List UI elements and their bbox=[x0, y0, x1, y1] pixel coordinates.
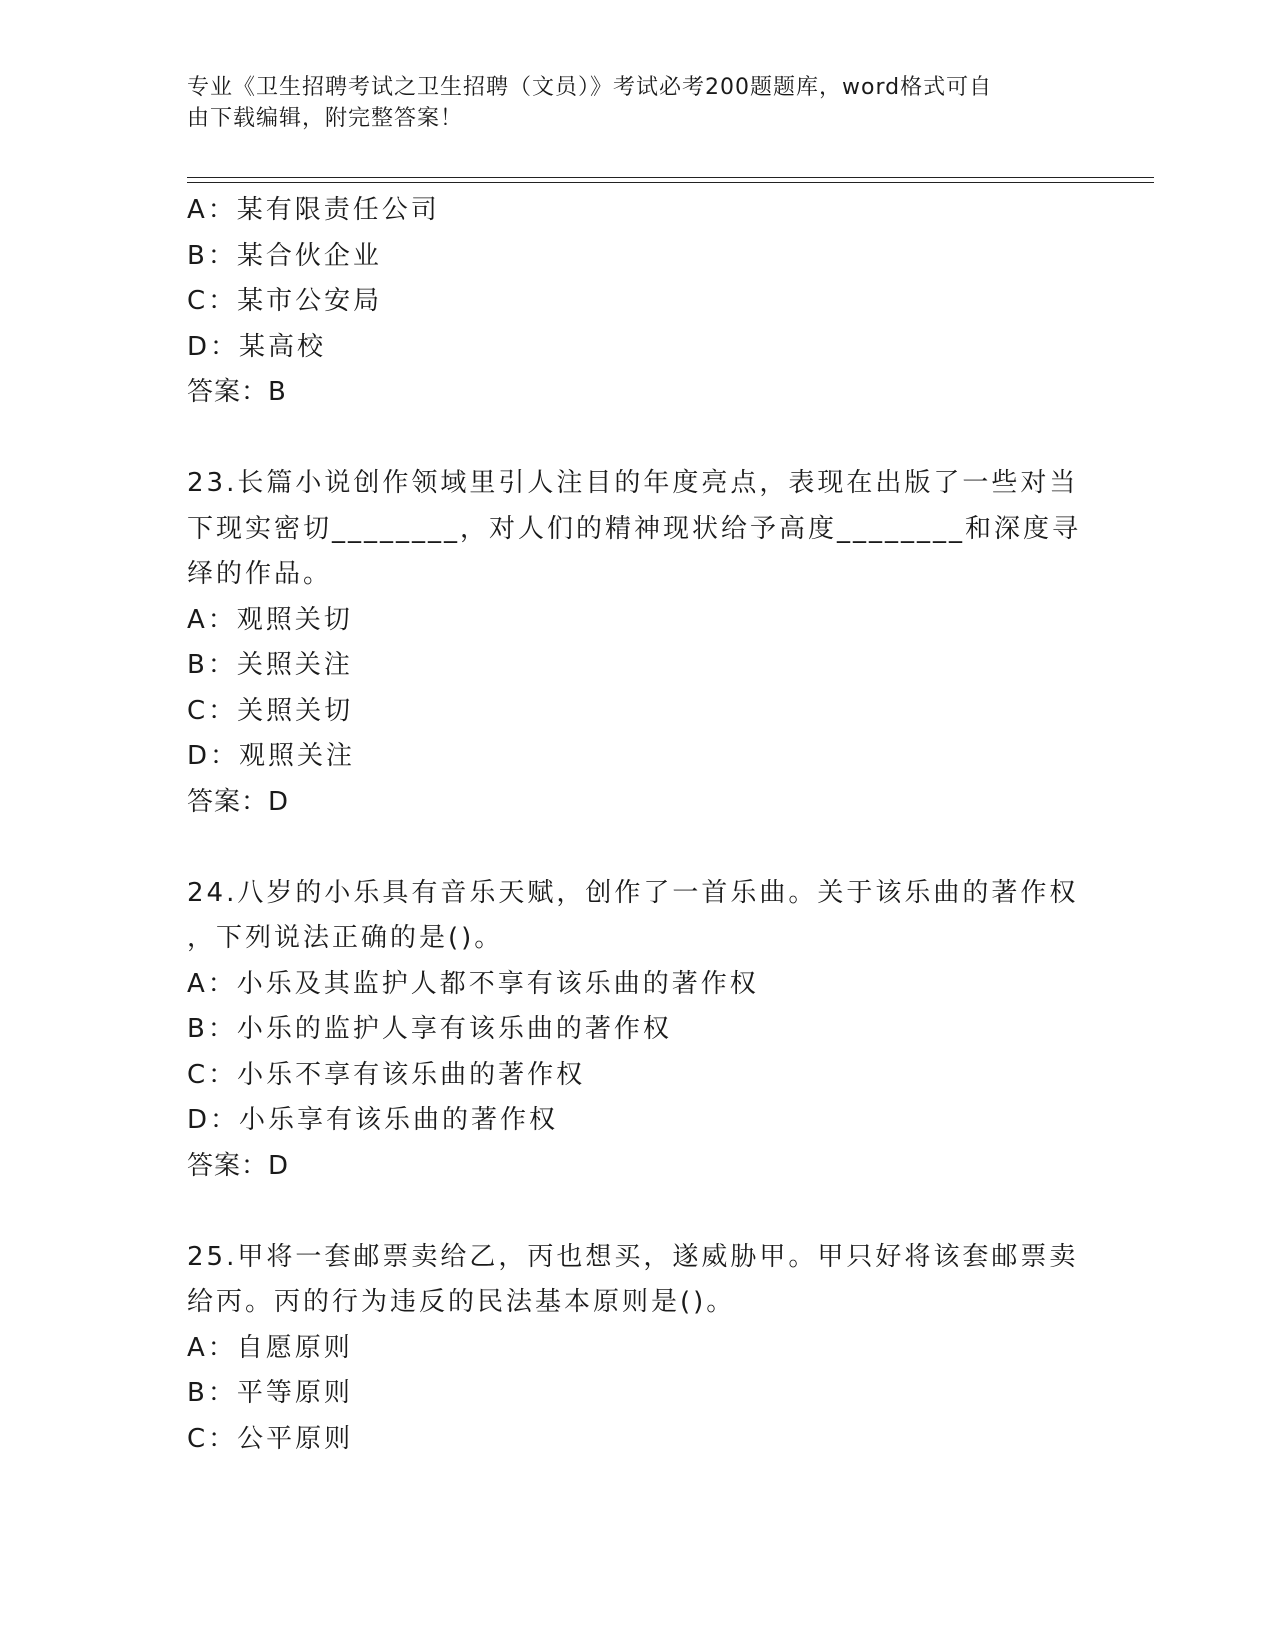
option-b: B：某合伙企业 bbox=[187, 240, 382, 271]
option-c: C：小乐不享有该乐曲的著作权 bbox=[187, 1059, 586, 1090]
header-line-2: 由下载编辑，附完整答案！ bbox=[187, 106, 464, 131]
question-content bbox=[187, 188, 1087, 1462]
question-text-line: 下现实密切________，对人们的精神现状给予高度________和深度寻 bbox=[187, 513, 1082, 544]
option-d: D：观照关注 bbox=[187, 741, 356, 771]
option-b: B：小乐的监护人享有该乐曲的著作权 bbox=[187, 1014, 672, 1044]
question-24 bbox=[187, 871, 1087, 1190]
header-divider-top bbox=[187, 177, 1154, 178]
question-22 bbox=[187, 188, 1087, 416]
document-header bbox=[187, 72, 1067, 134]
option-a: A：自愿原则 bbox=[187, 1332, 353, 1363]
question-text-line: 给丙。丙的行为违反的民法基本原则是()。 bbox=[187, 1287, 736, 1317]
header-divider-bottom bbox=[187, 182, 1154, 183]
question-text-line: 25.甲将一套邮票卖给乙，丙也想买，遂威胁甲。甲只好将该套邮票卖 bbox=[187, 1241, 1079, 1272]
header-line-1: 专业《卫生招聘考试之卫生招聘（文员）》考试必考200题题库，word格式可自 bbox=[187, 75, 993, 100]
option-b: B：关照关注 bbox=[187, 650, 353, 680]
option-d: D：某高校 bbox=[187, 331, 327, 362]
question-text-line: 24.八岁的小乐具有音乐天赋，创作了一首乐曲。关于该乐曲的著作权 bbox=[187, 877, 1079, 908]
spacer bbox=[187, 825, 1087, 871]
option-a: A：小乐及其监护人都不享有该乐曲的著作权 bbox=[187, 968, 759, 999]
question-text-line: 绎的作品。 bbox=[187, 559, 333, 589]
option-d: D：小乐享有该乐曲的著作权 bbox=[187, 1105, 559, 1135]
spacer bbox=[187, 416, 1087, 462]
question-25 bbox=[187, 1235, 1087, 1463]
option-c: C：某市公安局 bbox=[187, 286, 383, 316]
option-c: C：关照关切 bbox=[187, 695, 354, 726]
option-c: C：公平原则 bbox=[187, 1423, 354, 1454]
answer: 答案：B bbox=[187, 377, 287, 407]
option-a: A：某有限责任公司 bbox=[187, 195, 440, 225]
question-23 bbox=[187, 461, 1087, 825]
answer: 答案：D bbox=[187, 786, 290, 817]
spacer bbox=[187, 1189, 1087, 1235]
option-a: A：观照关切 bbox=[187, 604, 353, 635]
answer: 答案：D bbox=[187, 1150, 290, 1181]
option-b: B：平等原则 bbox=[187, 1378, 353, 1408]
question-text-line: ，下列说法正确的是()。 bbox=[187, 923, 504, 953]
question-text-line: 23.长篇小说创作领域里引人注目的年度亮点，表现在出版了一些对当 bbox=[187, 468, 1079, 498]
